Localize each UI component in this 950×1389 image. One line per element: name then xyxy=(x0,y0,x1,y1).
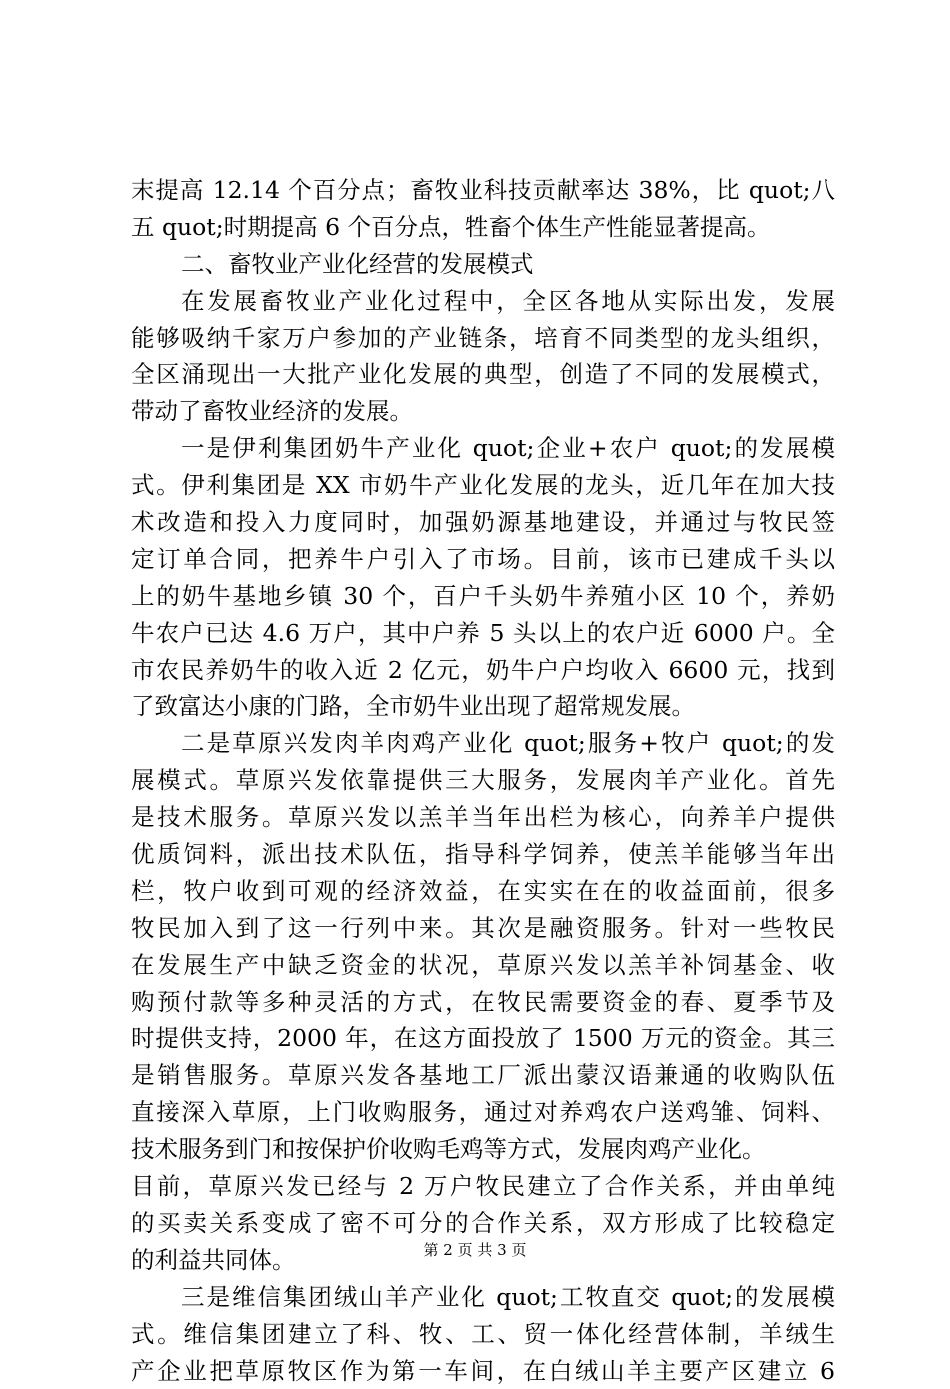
text-line: 栏，牧户收到可观的经济效益，在实实在在的收益面前，很多 xyxy=(131,873,835,910)
text-line: 是技术服务。草原兴发以羔羊当年出栏为核心，向养羊户提供 xyxy=(131,799,835,836)
text-line: 式。伊利集团是 XX 市奶牛产业化发展的龙头，近几年在加大技 xyxy=(131,467,835,504)
text-line: 式。维信集团建立了科、牧、工、贸一体化经营体制，羊绒生 xyxy=(131,1316,835,1353)
text-line: 二是草原兴发肉羊肉鸡产业化 quot;服务+牧户 quot;的发 xyxy=(131,725,835,762)
text-line: 牛农户已达 4.6 万户，其中户养 5 头以上的农户近 6000 户。全 xyxy=(131,615,835,652)
text-line: 五 quot;时期提高 6 个百分点，牲畜个体生产性能显著提高。 xyxy=(131,209,835,246)
text-line: 展模式。草原兴发依靠提供三大服务，发展肉羊产业化。首先 xyxy=(131,762,835,799)
text-line: 在发展生产中缺乏资金的状况，草原兴发以羔羊补饲基金、收 xyxy=(131,947,835,984)
text-line: 三是维信集团绒山羊产业化 quot;工牧直交 quot;的发展模 xyxy=(131,1279,835,1316)
text-line: 在发展畜牧业产业化过程中，全区各地从实际出发，发展 xyxy=(131,283,835,320)
text-line: 技术服务到门和按保护价收购毛鸡等方式，发展肉鸡产业化。 xyxy=(131,1131,835,1168)
text-line: 一是伊利集团奶牛产业化 quot;企业+农户 quot;的发展模 xyxy=(131,430,835,467)
text-line: 市农民养奶牛的收入近 2 亿元，奶牛户户均收入 6600 元，找到 xyxy=(131,652,835,689)
text-line: 了致富达小康的门路，全市奶牛业出现了超常规发展。 xyxy=(131,688,835,725)
text-line: 带动了畜牧业经济的发展。 xyxy=(131,393,835,430)
section-heading: 二、畜牧业产业化经营的发展模式 xyxy=(131,246,835,283)
text-line: 术改造和投入力度同时，加强奶源基地建设，并通过与牧民签 xyxy=(131,504,835,541)
document-body xyxy=(131,172,835,1389)
text-line: 全区涌现出一大批产业化发展的典型，创造了不同的发展模式， xyxy=(131,356,835,393)
text-line: 直接深入草原，上门收购服务，通过对养鸡农户送鸡雏、饲料、 xyxy=(131,1094,835,1131)
text-line: 是销售服务。草原兴发各基地工厂派出蒙汉语兼通的收购队伍 xyxy=(131,1057,835,1094)
text-line: 的买卖关系变成了密不可分的合作关系，双方形成了比较稳定 xyxy=(131,1205,835,1242)
text-line: 产企业把草原牧区作为第一车间，在白绒山羊主要产区建立 6 xyxy=(131,1353,835,1389)
text-line: 时提供支持，2000 年，在这方面投放了 1500 万元的资金。其三 xyxy=(131,1020,835,1057)
text-line: 末提高 12.14 个百分点；畜牧业科技贡献率达 38%，比 quot;八 xyxy=(131,172,835,209)
text-line: 的利益共同体。 xyxy=(131,1242,835,1279)
text-line: 定订单合同，把养牛户引入了市场。目前，该市已建成千头以 xyxy=(131,541,835,578)
text-line: 上的奶牛基地乡镇 30 个，百户千头奶牛养殖小区 10 个，养奶 xyxy=(131,578,835,615)
text-line: 牧民加入到了这一行列中来。其次是融资服务。针对一些牧民 xyxy=(131,910,835,947)
text-line: 优质饲料，派出技术队伍，指导科学饲养，使羔羊能够当年出 xyxy=(131,836,835,873)
text-line: 能够吸纳千家万户参加的产业链条，培育不同类型的龙头组织， xyxy=(131,320,835,357)
page-number-footer: 第 2 页 共 3 页 xyxy=(0,1240,950,1260)
text-line: 目前，草原兴发已经与 2 万户牧民建立了合作关系，并由单纯 xyxy=(131,1168,835,1205)
text-line: 购预付款等多种灵活的方式，在牧民需要资金的春、夏季节及 xyxy=(131,984,835,1021)
